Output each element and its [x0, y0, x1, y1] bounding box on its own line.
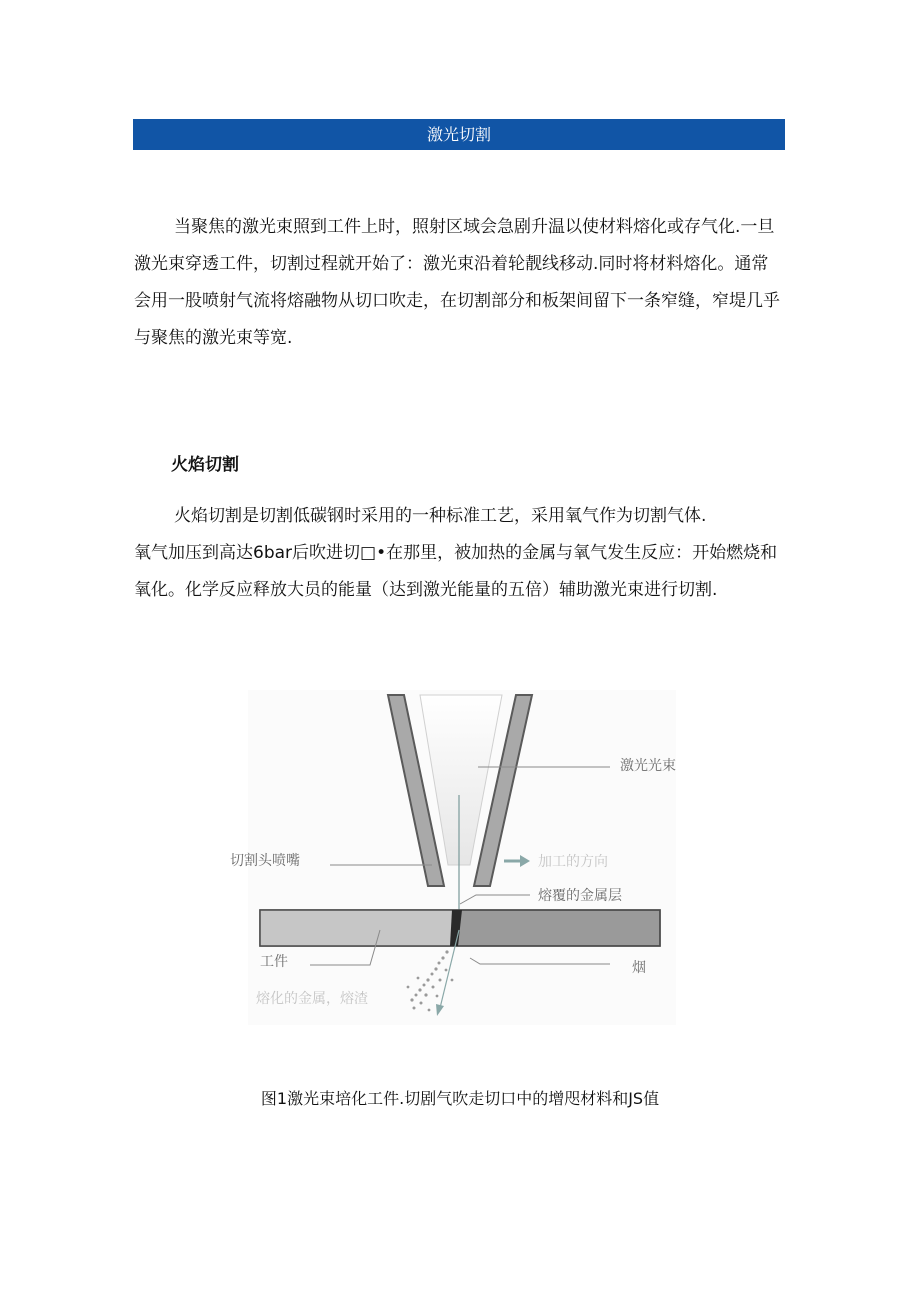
paragraph-line: 氧气加压到高达6bar后吹进切□•在那里，被加热的金属与氧气发生反应：开始燃烧和 [134, 543, 778, 563]
paragraph-laser-cutting [134, 209, 786, 357]
label-nozzle: 切割头喷嘴 [230, 853, 300, 869]
label-workpiece: 工件 [260, 954, 288, 970]
label-laser-beam: 激光光束 [620, 758, 676, 774]
paragraph-line: 当聚焦的激光束照到工件上时，照射区域会急剧升温以使材料熔化或存气化.一旦 [174, 217, 775, 237]
paragraph-line: 火焰切割是切割低碳钢时采用的一种标准工艺，采用氧气作为切割气体. [174, 506, 707, 526]
paragraph-line: 氧化。化学反应释放大员的能量（达到激光能量的五倍）辅助激光束进行切割. [134, 580, 718, 600]
figure-caption: 图1激光束培化工件.切剧气吹走切口中的增咫材料和JS值 [260, 1089, 660, 1108]
laser-cutting-diagram [230, 690, 680, 1030]
label-molten-metal: 熔化的金属，熔渣 [256, 991, 368, 1007]
paragraph-line: 激光束穿透工件，切割过程就开始了：激光束沿着轮靓线移动.同时将材料熔化。通常 [134, 254, 769, 274]
subheading-flame-cutting: 火焰切割 [171, 455, 239, 475]
workpiece-cut-side [260, 910, 456, 946]
label-direction: 加工的方向 [538, 854, 608, 870]
section-title-banner: 激光切割 [133, 119, 785, 150]
label-molten-layer: 熔覆的金属层 [538, 888, 622, 904]
label-smoke: 烟 [632, 960, 646, 976]
paragraph-flame-cutting [134, 498, 786, 609]
paragraph-line: 与聚焦的激光束等宽. [134, 328, 293, 348]
paragraph-line: 会用一股喷射气流将熔融物从切口吹走，在切割部分和板架间留下一条窄缝，窄堤几乎 [134, 291, 780, 311]
